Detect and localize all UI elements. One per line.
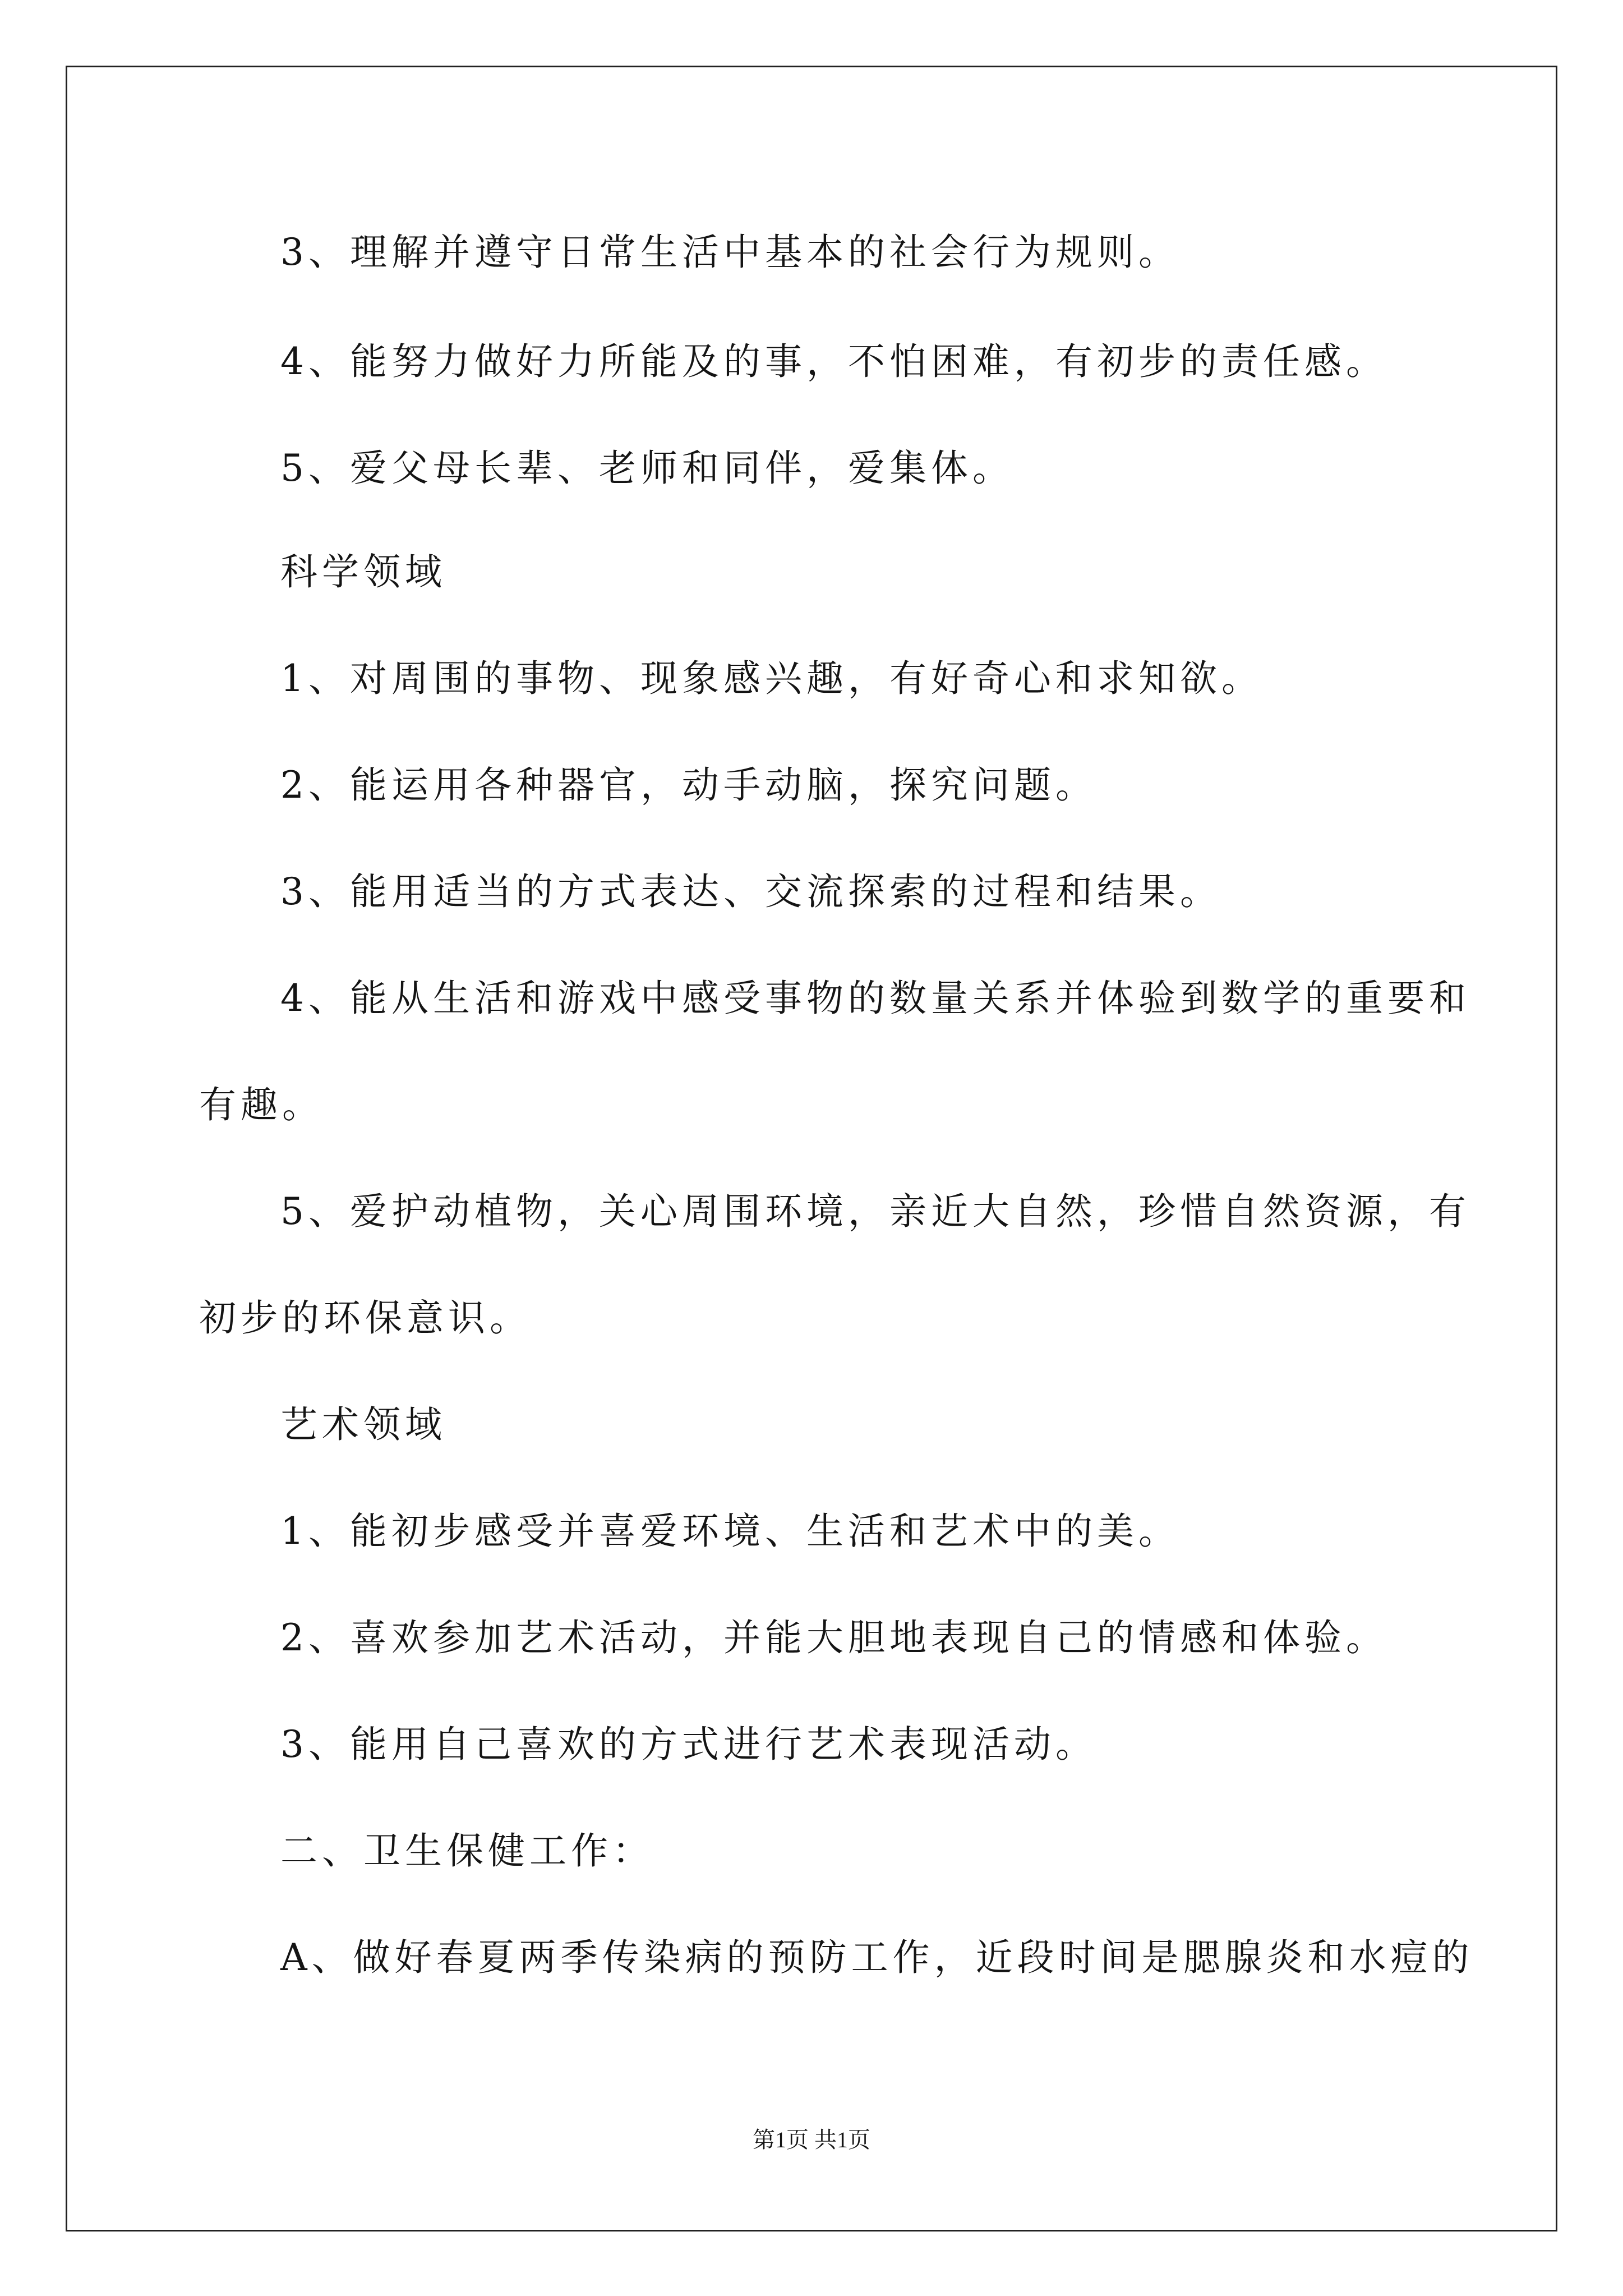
- page-footer: 第1页 共1页: [753, 2127, 870, 2152]
- paragraph-line: 初步的环保意识。: [199, 1296, 531, 1340]
- section-heading: 二、卫生保健工作：: [280, 1829, 654, 1872]
- page-border: [66, 66, 1557, 2231]
- paragraph-line: 2、喜欢参加艺术活动，并能大胆地表现自己的情感和体验。: [280, 1616, 1387, 1659]
- paragraph-line: 3、理解并遵守日常生活中基本的社会行为规则。: [280, 231, 1180, 274]
- paragraph-line: 3、能用自己喜欢的方式进行艺术表现活动。: [280, 1723, 1097, 1766]
- paragraph-line: 1、对周围的事物、现象感兴趣，有好奇心和求知欲。: [280, 657, 1263, 700]
- paragraph-line: 3、能用适当的方式表达、交流探索的过程和结果。: [280, 870, 1221, 913]
- paragraph-line: 有趣。: [199, 1083, 324, 1126]
- section-heading: 科学领域: [280, 550, 446, 593]
- paragraph-line: 5、爱护动植物，关心周围环境，亲近大自然，珍惜自然资源，有: [280, 1190, 1470, 1233]
- paragraph-line: 4、能从生活和游戏中感受事物的数量关系并体验到数学的重要和: [280, 977, 1470, 1020]
- paragraph-line: 2、能运用各种器官，动手动脑，探究问题。: [280, 763, 1097, 807]
- paragraph-line: 5、爱父母长辈、老师和同伴，爱集体。: [280, 447, 1014, 490]
- section-heading: 艺术领域: [280, 1403, 446, 1446]
- paragraph-line: A、做好春夏两季传染病的预防工作，近段时间是腮腺炎和水痘的: [280, 1936, 1474, 1979]
- paragraph-line: 1、能初步感受并喜爱环境、生活和艺术中的美。: [280, 1510, 1180, 1553]
- paragraph-line: 4、能努力做好力所能及的事，不怕困难，有初步的责任感。: [280, 340, 1387, 383]
